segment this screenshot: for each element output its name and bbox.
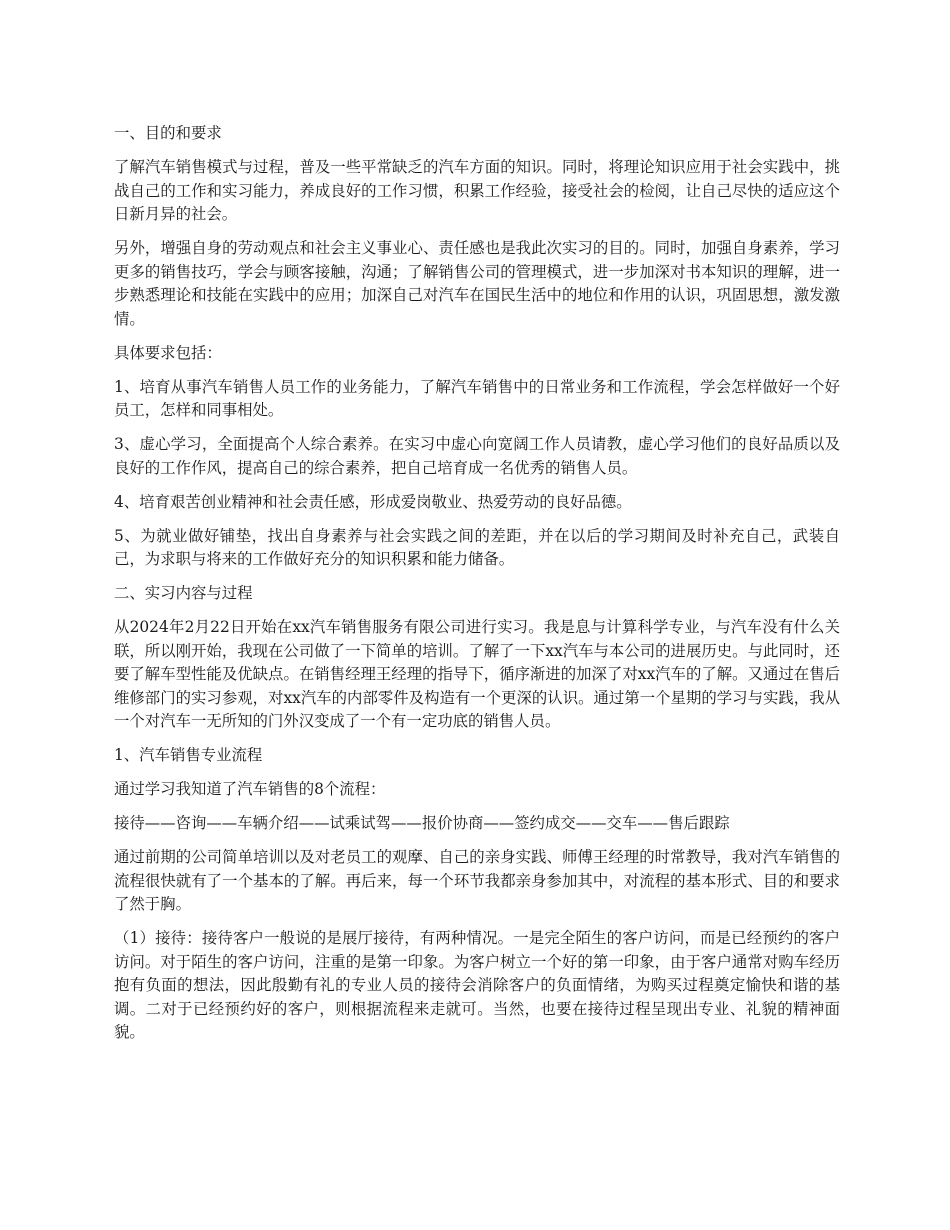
requirement-item-1: 1、培育从事汽车销售人员工作的业务能力，了解汽车销售中的日常业务和工作流程，学会怎样做好一个好员工，怎样和同事相处。 [114, 377, 840, 419]
paragraph-process-steps: 接待——咨询——车辆介绍——试乘试驾——报价协商——签约成交——交车——售后跟踪 [114, 814, 730, 832]
paragraph-requirements-heading: 具体要求包括： [114, 343, 222, 362]
paragraph-purpose-intro: 了解汽车销售模式与过程，普及一些平常缺乏的汽车方面的知识。同时，将理论知识应用于社会实践中，挑战自己的工作和实习能力，养成良好的工作习惯，积累工作经验，接受社会的检阅，让自己尽快的适应这个日新月异的社会。 [114, 158, 840, 223]
paragraph-reception: （1）接待：接待客户一般说的是展厅接待，有两种情况。一是完全陌生的客户访问，而是已经预约的客户访问。对于陌生的客户访问，注重的是第一印象。为客户树立一个好的第一印象，由于客户通常对购车经历抱有负面的想法，因此殷勤有礼的专业人员的接待会消除客户的负面情绪，为购买过程奠定愉快和谐的基调。二对于已经预约好的客户，则根据流程来走就可。当然，也要在接待过程呈现出专业、礼貌的精神面貌。 [114, 929, 840, 1041]
requirement-item-3: 3、虚心学习，全面提高个人综合素养。在实习中虚心向宽阔工作人员请教，虚心学习他们的良好品质以及良好的工作作风，提高自己的综合素养，把自己培育成一名优秀的销售人员。 [114, 435, 840, 477]
paragraph-internship-start: 从2024年2月22日开始在xx汽车销售服务有限公司进行实习。我是息与计算科学专业，与汽车没有什么关联，所以刚开始，我现在公司做了一下简单的培训。了解了一下xx汽车与本公司的进展历史。与此同时，还要了解车型性能及优缺点。在销售经理王经理的指导下，循序渐进的加深了对xx汽车的了解。又通过在售后维修部门的实习参观，对xx汽车的内部零件及构造有一个更深的认识。通过第一个星期的学习与实践，我从一个对汽车一无所知的门外汉变成了一个有一定功底的销售人员。 [114, 618, 840, 730]
section-heading-purpose: 一、目的和要求 [114, 124, 222, 142]
subheading-sales-process: 1、汽车销售专业流程 [114, 746, 263, 764]
paragraph-process-learning: 通过前期的公司简单培训以及对老员工的观摩、自己的亲身实践、师傅王经理的时常教导，我对汽车销售的流程很快就有了一个基本的了解。再后来，每一个环节我都亲身参加其中，对流程的基本形式、目的和要求了然于胸。 [114, 848, 840, 913]
paragraph-process-intro: 通过学习我知道了汽车销售的8个流程： [114, 780, 386, 798]
document-page [114, 122, 840, 1055]
requirement-item-4: 4、培育艰苦创业精神和社会责任感，形成爱岗敬业、热爱劳动的良好品德。 [114, 492, 632, 511]
requirement-item-5: 5、为就业做好铺垫，找出自身素养与社会实践之间的差距，并在以后的学习期间及时补充自己，武装自己，为求职与将来的工作做好充分的知识积累和能力储备。 [114, 526, 840, 568]
section-heading-content: 二、实习内容与过程 [114, 584, 253, 602]
paragraph-purpose-additional: 另外，增强自身的劳动观点和社会主义事业心、责任感也是我此次实习的目的。同时，加强自身素养，学习更多的销售技巧，学会与顾客接触，沟通；了解销售公司的管理模式，进一步加深对书本知识的理解，进一步熟悉理论和技能在实践中的应用；加深自己对汽车在国民生活中的地位和作用的认识，巩固思想，激发激情。 [114, 239, 840, 328]
